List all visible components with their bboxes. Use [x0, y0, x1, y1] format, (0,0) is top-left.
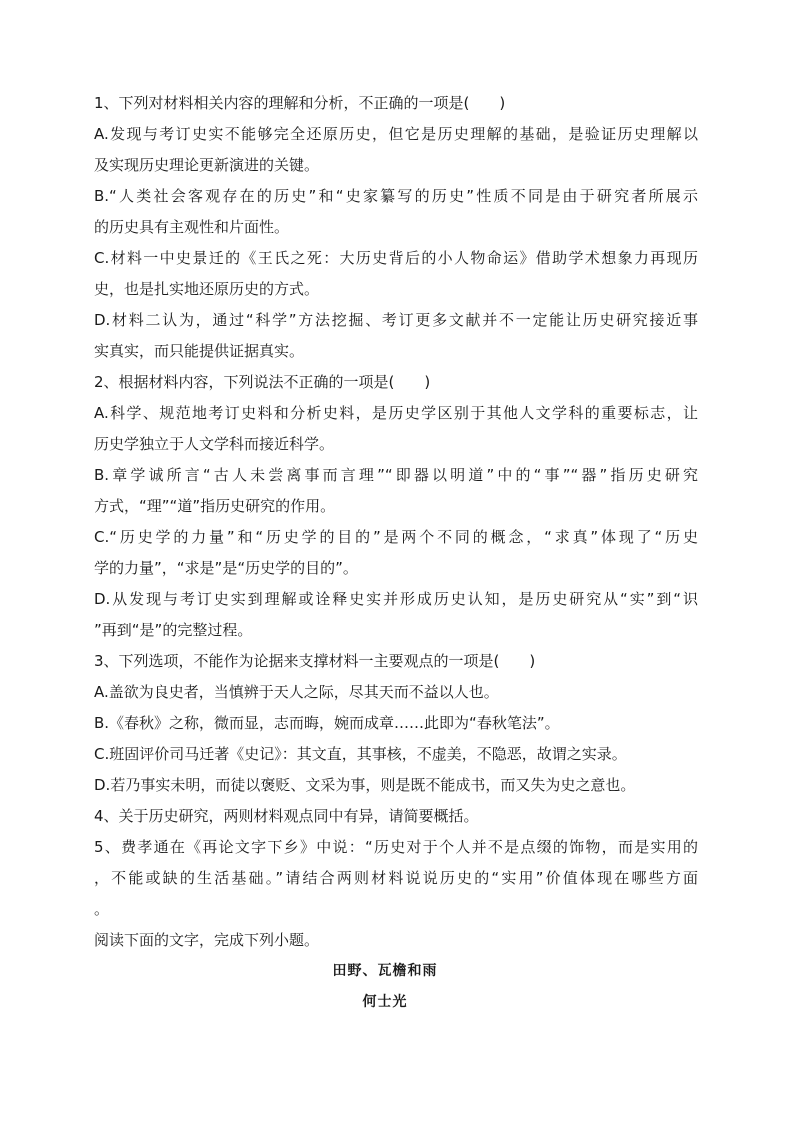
- question-5-line-2: ，不能或缺的生活基础。”请结合两则材料说说历史的“实用”价值体现在哪些方面: [94, 869, 698, 887]
- question-1-option-a-line-1: A.发现与考订史实不能够完全还原历史，但它是历史理解的基础，是验证历史理解以: [94, 125, 698, 143]
- question-2-option-a-line-2: 历史学独立于人文学科而接近科学。: [94, 435, 335, 453]
- document-page: [94, 88, 698, 1018]
- question-2-option-b-line-1: B.章学诚所言“古人未尝离事而言理”“即器以明道”中的“事”“器”指历史研究: [94, 466, 698, 484]
- question-5-line-1: 5、费孝通在《再论文字下乡》中说：“历史对于个人并不是点缀的饰物，而是实用的: [94, 838, 698, 856]
- question-1-option-c-line-2: 史，也是扎实地还原历史的方式。: [94, 280, 320, 298]
- reading-instruction: 阅读下面的文字，完成下列小题。: [94, 931, 320, 949]
- question-5-line-3: 。: [94, 900, 110, 918]
- question-1-option-a-line-2: 及实现历史理论更新演进的关键。: [94, 156, 320, 174]
- question-1-option-d-line-1: D.材料二认为，通过“科学”方法挖掘、考订更多文献并不一定能让历史研究接近事: [94, 311, 698, 329]
- question-3-option-a: A.盖欲为良史者，当慎辨于天人之际，尽其天而不益以人也。: [94, 683, 499, 701]
- question-3-option-d: D.若乃事实未明，而徒以褒贬、文采为事，则是既不能成书，而又失为史之意也。: [94, 776, 636, 794]
- article-author: 何士光: [362, 994, 408, 1010]
- question-1-stem: 1、下列对材料相关内容的理解和分析，不正确的一项是( ): [94, 94, 506, 112]
- question-3-stem: 3、下列选项，不能作为论据来支撑材料一主要观点的一项是( ): [94, 652, 536, 670]
- question-2-option-b-line-2: 方式，“理”“道”指历史研究的作用。: [94, 497, 336, 515]
- question-3-option-c: C.班固评价司马迁著《史记》：其文直，其事核，不虚美，不隐恶，故谓之实录。: [94, 745, 627, 763]
- question-2-option-c-line-2: 学的力量”，“求是”是“历史学的目的”。: [94, 559, 358, 577]
- question-1-option-c-line-1: C.材料一中史景迁的《王氏之死：大历史背后的小人物命运》借助学术想象力再现历: [94, 249, 698, 267]
- question-2-option-a-line-1: A.科学、规范地考订史料和分析史料，是历史学区别于其他人文学科的重要标志，让: [94, 404, 698, 422]
- question-4: 4、关于历史研究，两则材料观点同中有异，请简要概括。: [94, 807, 479, 825]
- question-2-option-c-line-1: C.“历史学的力量”和“历史学的目的”是两个不同的概念，“求真”体现了“历史: [94, 528, 698, 546]
- question-1-option-b-line-2: 的历史具有主观性和片面性。: [94, 218, 290, 236]
- question-2-option-d-line-2: ”再到“是”的完整过程。: [94, 621, 253, 639]
- question-1-option-b-line-1: B.“人类社会客观存在的历史”和“史家纂写的历史”性质不同是由于研究者所展示: [94, 187, 698, 205]
- question-2-stem: 2、根据材料内容，下列说法不正确的一项是( ): [94, 373, 431, 391]
- article-title: 田野、瓦檐和雨: [332, 963, 438, 979]
- question-3-option-b: B.《春秋》之称，微而显，志而晦，婉而成章……此即为“春秋笔法”。: [94, 714, 560, 732]
- question-2-option-d-line-1: D.从发现与考订史实到理解或诠释史实并形成历史认知，是历史研究从“实”到“识: [94, 590, 698, 608]
- question-1-option-d-line-2: 实真实，而只能提供证据真实。: [94, 342, 305, 360]
